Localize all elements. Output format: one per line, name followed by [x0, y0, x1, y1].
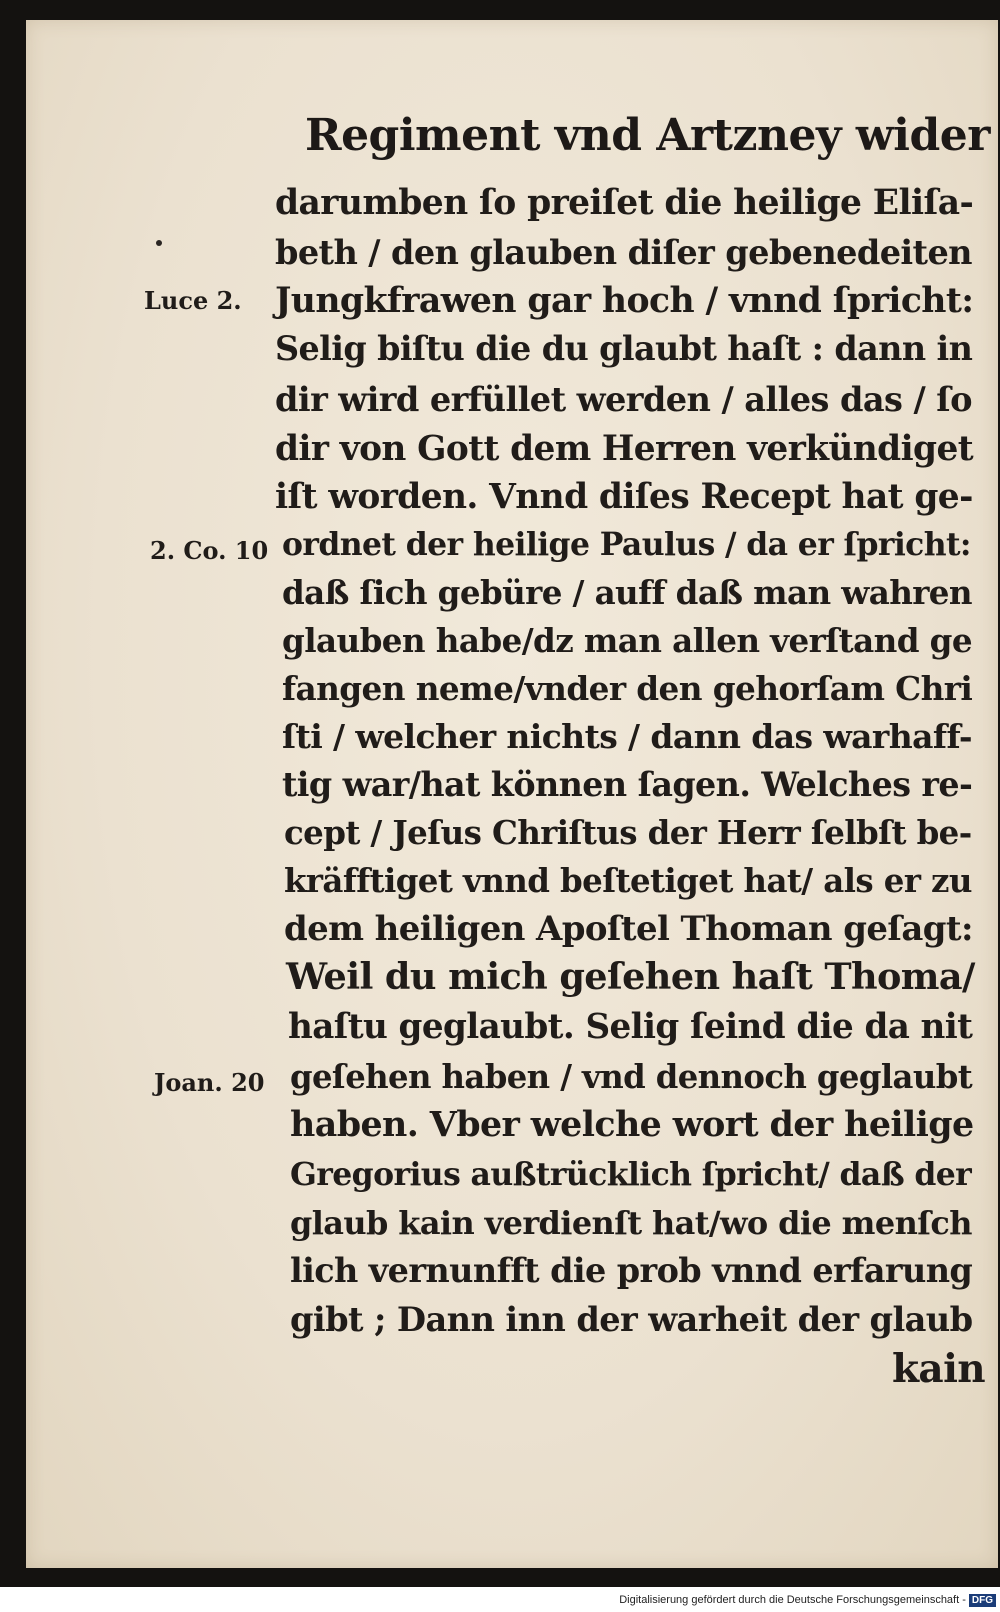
catchword: kain [892, 1346, 986, 1392]
margin-note-corinthians: 2. Co. 10 [150, 536, 269, 565]
text-line: iſt worden. Vnnd diſes Recept hat ge- [275, 477, 973, 517]
text-line: glaub kain verdienſt hat/wo die menſch [290, 1204, 972, 1242]
running-head: Regiment vnd Artzney wider [305, 110, 990, 161]
text-line: glauben habe/dz man allen verſtand ge [282, 621, 972, 660]
digitization-credit [560, 1592, 996, 1608]
text-line: Selig biſtu die du glaubt haſt : dann in [275, 329, 973, 368]
text-line: darumben ſo preiſet die heilige Eliſa- [275, 183, 974, 223]
text-line: kräfftiget vnnd beſtetiget hat/ als er zu [284, 862, 972, 900]
text-line: cept / Jeſus Chriſtus der Herr ſelbſt be- [284, 814, 972, 852]
text-line: dir wird erfüllet werden / alles das / ſo [275, 379, 972, 419]
credit-text: Digitalisierung gefördert durch die Deutsche Forschungsgemeinschaft - [619, 1594, 966, 1606]
text-line: ordnet der heilige Paulus / da er ſpricht: [282, 526, 971, 563]
text-line: haſtu geglaubt. Selig ſeind die da nit [288, 1007, 973, 1047]
text-line: Weil du mich geſehen haſt Thoma/ [286, 955, 975, 998]
text-line: beth / den glauben diſer gebenedeiten [275, 233, 972, 272]
text-line: geſehen haben / vnd dennoch geglaubt [290, 1058, 973, 1096]
text-line: daß ſich gebüre / auff daß man wahren [282, 573, 972, 612]
text-line: dir von Gott dem Herren verkündiget [275, 429, 973, 469]
text-line: gibt ; Dann inn der warheit der glaub [290, 1299, 973, 1339]
text-line: ſti / welcher nichts / dann das warhaff- [282, 717, 972, 756]
text-line: lich vernunfft die prob vnnd erfarung [290, 1251, 973, 1290]
margin-dot [156, 240, 162, 246]
margin-note-luke: Luce 2. [144, 286, 242, 315]
dfg-logo: DFG [969, 1594, 996, 1607]
text-line: dem heiligen Apoſtel Thoman geſagt: [284, 909, 973, 949]
text-line: fangen neme/vnder den gehorſam Chri [282, 669, 973, 708]
text-line: tig war/hat können ſagen. Welches re- [282, 765, 973, 804]
text-line: Jungkfrawen gar hoch / vnnd ſpricht: [275, 280, 974, 321]
margin-note-john: Joan. 20 [154, 1068, 265, 1097]
text-line: Gregorius außtrücklich ſpricht/ daß der [290, 1156, 972, 1193]
text-line: haben. Vber welche wort der heilige [290, 1104, 974, 1145]
